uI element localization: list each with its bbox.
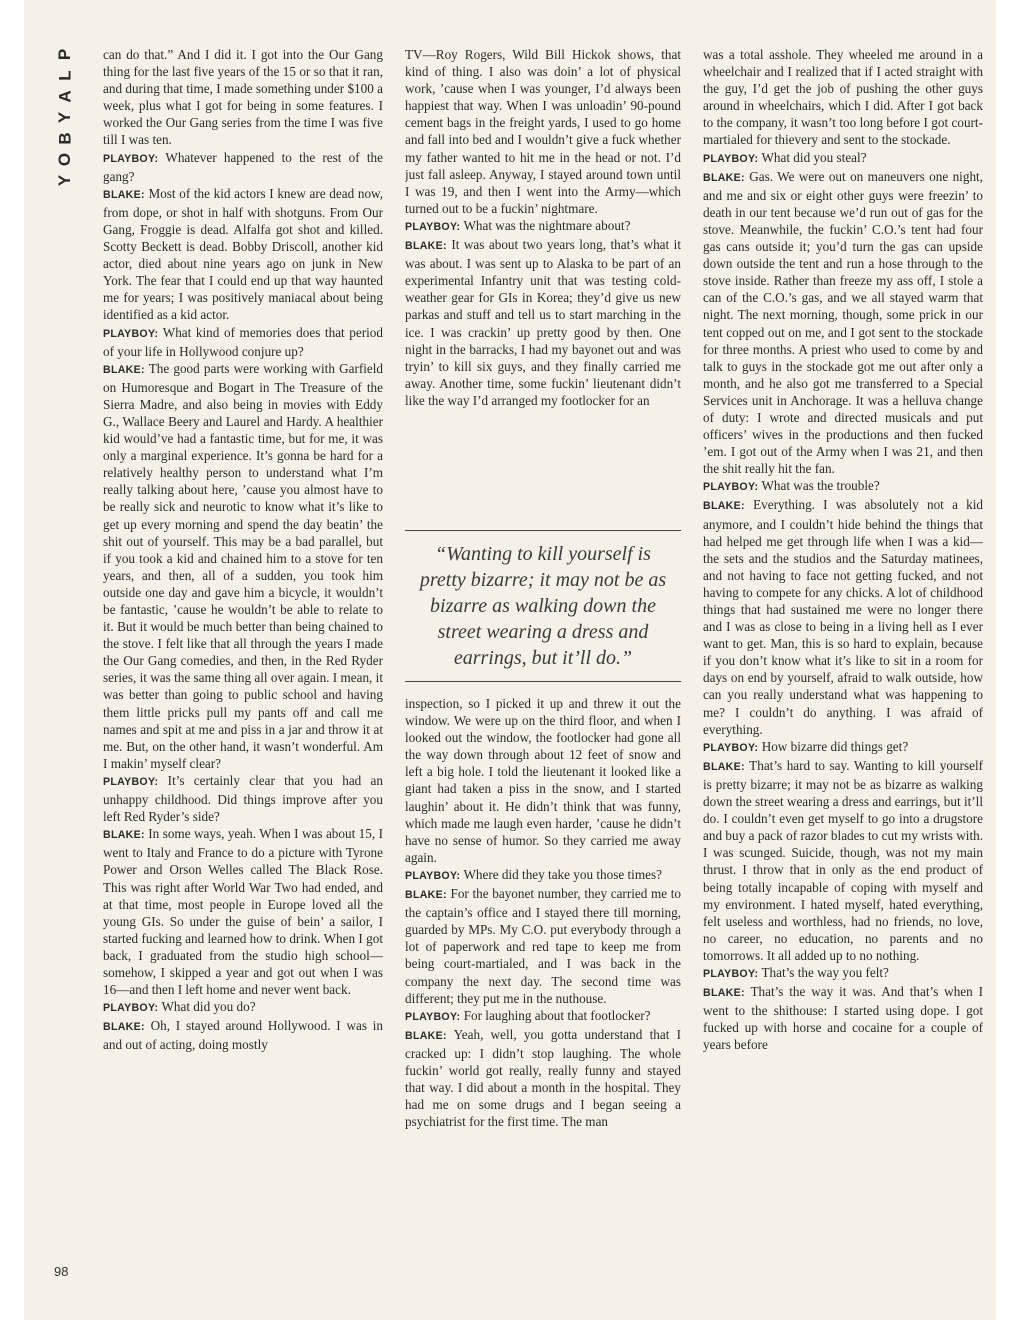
brand-letter: Y <box>55 174 75 187</box>
brand-letter: P <box>55 48 75 61</box>
speaker-label: PLAYBOY: <box>103 1002 159 1015</box>
speaker-label: BLAKE: <box>703 171 745 184</box>
paragraph-text: inspection, so I picked it up and threw it out the window. We were up on the third floor, and when I looked out the window, the footlocker had gone all the way down through about 12 feet of snow and left a big hole. I told the lieutenant it looked like a giant had taken a piss in the snow, and I started laughin’ about it. He didn’t think that was funny, which made me laugh even harder, ’cause he didn’t have no sense of humor. So they carried me away again. <box>405 696 681 865</box>
text-column-1 <box>103 46 383 1286</box>
paragraph-text: For the bayonet number, they carried me to the captain’s office and I stayed there till morning, guarded by MPs. My C.O. put everybody through a lot of paperwork and red tape to keep me from being court-martialed, and I was back in the company the next day. The second time was different; they put me in the nuthouse. <box>405 886 681 1006</box>
paragraph <box>103 185 383 324</box>
paragraph-text: That’s hard to say. Wanting to kill yourself is pretty bizarre; it may not be as bizarre as walking down the street wearing a dress and earrings, but it’ll do. I couldn’t even get myself to go into a drugstore and buy a pack of razor blades to cut my wrists with. I was scunged. Suicide, though, was not my main thrust. I throw that in only as the end product of being totally incapable of coping with myself and my environment. I hated myself, hated everything, felt useless and worthless, had no friends, no love, no career, no education, no parents and no tomorrows. It all added up to no nothing. <box>703 757 983 963</box>
paragraph <box>703 168 983 478</box>
paragraph <box>405 217 681 236</box>
speaker-label: PLAYBOY: <box>703 152 759 165</box>
paragraph <box>103 825 383 998</box>
speaker-label: PLAYBOY: <box>103 152 159 165</box>
paragraph <box>405 46 681 217</box>
speaker-label: BLAKE: <box>703 500 745 513</box>
paragraph-text: TV—Roy Rogers, Wild Bill Hickok shows, that kind of thing. I also was doin’ a lot of physical work, ’cause when I was younger, I’d always been happiest that way. When I was unloadin’ 90-pound cement bags in the freight yards, I used to go home and fall into bed and I wouldn’t give a fuck whether my father wanted to hit me in the head or not. I’d just fall asleep. Anyway, I stayed around town until I was 19, and then I went into the Army—which turned out to be a fuckin’ nightmare. <box>405 47 681 216</box>
speaker-label: PLAYBOY: <box>703 481 759 494</box>
paragraph-text: What did you steal? <box>761 149 867 165</box>
brand-letter: B <box>55 132 75 145</box>
speaker-label: BLAKE: <box>405 240 447 253</box>
paragraph-text: For laughing about that footlocker? <box>463 1007 651 1023</box>
paragraph <box>405 885 681 1007</box>
paragraph <box>703 964 983 983</box>
brand-letter: L <box>55 70 75 81</box>
speaker-label: PLAYBOY: <box>703 741 759 754</box>
speaker-label: PLAYBOY: <box>405 220 461 233</box>
speaker-label: BLAKE: <box>703 760 745 773</box>
paragraph <box>703 496 983 737</box>
paragraph <box>103 1017 383 1053</box>
paragraph-text: Oh, I stayed around Hollywood. I was in and out of acting, doing mostly <box>103 1018 383 1053</box>
paragraph-text: What kind of memories does that period of your life in Hollywood conjure up? <box>103 324 383 359</box>
paragraph <box>703 738 983 757</box>
speaker-label: BLAKE: <box>103 829 145 842</box>
paragraph <box>703 46 983 149</box>
paragraph <box>103 998 383 1017</box>
paragraph-text: In some ways, yeah. When I was about 15, I went to Italy and France to do a picture with Tyrone Power and Orson Welles called The Black Rose. This was right after World War Two had ended, and at that time, most people in Europe loved all the young GIs. So under the guise of bein’ a sailor, I started fucking and learned how to drink. When I got back, I graduated from the studio high school—somehow, I skipped a year and got out when I was 16—and then I left home and never went back. <box>103 826 383 998</box>
paragraph <box>703 149 983 168</box>
paragraph <box>405 1007 681 1026</box>
paragraph <box>703 477 983 496</box>
paragraph-text: What did you do? <box>161 999 256 1015</box>
paragraph <box>103 46 383 149</box>
paragraph <box>405 1026 681 1131</box>
paragraph-text: How bizarre did things get? <box>761 738 909 754</box>
paragraph-text: Most of the kid actors I knew are dead now, from dope, or shot in half with shotguns. From Our Gang, Froggie is dead. Alfalfa got shot and killed. Scotty Beckett is dead. Bobby Driscoll, another kid actor, died about nine years ago on junk in New York. The fear that I could end up that way haunted me for years; I was positively maniacal about being identified as a kid actor. <box>103 185 383 323</box>
speaker-label: PLAYBOY: <box>103 775 159 788</box>
text-column-3 <box>405 695 681 1285</box>
paragraph <box>103 772 383 825</box>
paragraph-text: Yeah, well, you gotta understand that I cracked up: I didn’t stop laughing. The whole fuckin’ world got really, really funny and stayed that way. I did about a month in the hospital. They had me on some drugs and I began seeing a psychiatrist for the first time. The man <box>405 1026 681 1130</box>
paragraph-text: can do that.” And I did it. I got into the Our Gang thing for the last five years of the 15 or so that it ran, and during that time, I made something under $100 a week, plus what I got for being in some features. I worked the Our Gang series from the time I was five till I was ten. <box>103 47 383 148</box>
paragraph-text: Where did they take you those times? <box>463 866 662 882</box>
magazine-brand-vertical <box>52 44 78 191</box>
paragraph-text: That’s the way you felt? <box>761 964 889 980</box>
brand-letter: O <box>55 152 75 167</box>
paragraph <box>405 695 681 866</box>
paragraph-text: What was the nightmare about? <box>463 217 631 233</box>
paragraph <box>703 757 983 964</box>
brand-letter: Y <box>55 111 75 124</box>
speaker-label: PLAYBOY: <box>703 967 759 980</box>
paragraph <box>405 866 681 885</box>
paragraph-text: That’s the way it was. And that’s when I went to the shithouse: I started using dope. I got fucked up with horse and cocaine for a couple of years before <box>703 984 983 1053</box>
speaker-label: BLAKE: <box>405 1029 447 1042</box>
pull-quote-text: “Wanting to kill yourself is pretty bizarre; it may not be as bizarre as walking down the street wearing a dress and earrings, but it’ll do.” <box>419 543 667 669</box>
paragraph-text: Gas. We were out on maneuvers one night, and me and six or eight other guys were freezin’ to death in our tent because we’d run out of gas for the stove. Meanwhile, the fuckin’ C.O.’s tent had four gas cans outside it; you’d turn the gas can upside down outside the tent and run a hose through to the stove inside. Rather than freeze my ass off, I stole a can of the C.O.’s gas, and we all stayed warm that night. The next morning, though, some prick in our tent copped out on me, and I got sent to the stockade for three months. A priest who used to come by and talk to guys in the stockade got me out after only a month, and he also got me transferred to a Special Services unit in Anchorage. It was a helluva change of duty: I wrote and directed musicals and put officers’ wives in the productions and then fucked ’em. I got out of the Army when I was 21, and then the shit really hit the fan. <box>703 168 983 477</box>
text-column-4 <box>703 46 983 1286</box>
paragraph <box>103 360 383 772</box>
brand-letter: A <box>55 90 75 103</box>
speaker-label: BLAKE: <box>103 1021 145 1034</box>
paragraph-text: Everything. I was absolutely not a kid anymore, and I couldn’t hide behind the things that had helped me get through life when I was a kid—the sets and the studios and the Saturday matinees, and not having to face not getting fucked, and not having to compete for any chicks. A lot of childhood things that had sustained me were no longer there and I was as close to being in a living hell as I ever want to get. Man, this is so hard to explain, because if you don’t know what it’s like to sit in a room for days on end by yourself, afraid to walk outside, how can you really understand what was happening to me? I couldn’t do anything. I was afraid of everything. <box>703 497 983 737</box>
speaker-label: BLAKE: <box>103 363 145 376</box>
paragraph <box>405 236 681 409</box>
pull-quote <box>405 530 681 682</box>
paragraph-text: What was the trouble? <box>761 478 880 494</box>
speaker-label: BLAKE: <box>103 188 145 201</box>
paragraph <box>103 149 383 185</box>
page-number: 98 <box>54 1264 69 1279</box>
speaker-label: PLAYBOY: <box>405 1010 461 1023</box>
paragraph <box>103 324 383 360</box>
paragraph-text: was a total asshole. They wheeled me around in a wheelchair and I realized that if I acted straight with the guy, I’d get the job of pushing the other guys around in wheelchairs, which I did. After I got back to the company, it wasn’t too long before I got court-martialed for thievery and sent to the stockade. <box>703 47 983 148</box>
paragraph-text: Whatever happened to the rest of the gang? <box>103 149 383 184</box>
speaker-label: BLAKE: <box>703 987 745 1000</box>
paragraph-text: It’s certainly clear that you had an unhappy childhood. Did things improve after you left Red Ryder’s side? <box>103 772 383 825</box>
magazine-page <box>24 0 996 1320</box>
paragraph <box>703 983 983 1053</box>
paragraph-text: It was about two years long, that’s what it was about. I was sent up to Alaska to be part of an experimental Infantry unit that was testing cold-weather gear for GIs in Korea; they’d give us new parkas and stuff and tell us to start marching in the ice. I was crackin’ up pretty good by then. One night in the barracks, I had my bayonet out and was tryin’ to kill six guys, and they finally carried me away. Another time, some fuckin’ lieutenant didn’t like the way I’d arranged my footlocker for an <box>405 237 681 408</box>
paragraph-text: The good parts were working with Garfield on Humoresque and Bogart in The Treasure of the Sierra Madre, and also being in movies with Eddy G., Wallace Beery and Laurel and Hardy. A healthier kid would’ve had a fantastic time, but for me, it was only a marginal experience. It’s gonna be hard for a relatively healthy person to understand what I’m really talking about here, ’cause you almost have to be really sick and neurotic to know what it’s like to get up every morning and spend the day beatin’ the shit out of yourself. This may be a bad parallel, but if you took a kid and chained him to a stove for ten years, and then, all of a sudden, you took him outside one day and gave him a bicycle, it wouldn’t be fantastic, ’cause he wouldn’t be able to relate to it. But it would be much better than being chained to the stove. I felt like that all through the years I made the Our Gang comedies, and then, in the Red Ryder series, it was the same thing all over again. I mean, it was better than going to public school and having them little pricks pull my pants off and call me names and spit at me and piss in a jar and throw it at me. But, on the other hand, it wasn’t wonderful. Am I makin’ myself clear? <box>103 360 383 771</box>
speaker-label: PLAYBOY: <box>103 327 159 340</box>
speaker-label: BLAKE: <box>405 889 447 902</box>
text-column-2 <box>405 46 681 526</box>
speaker-label: PLAYBOY: <box>405 869 461 882</box>
